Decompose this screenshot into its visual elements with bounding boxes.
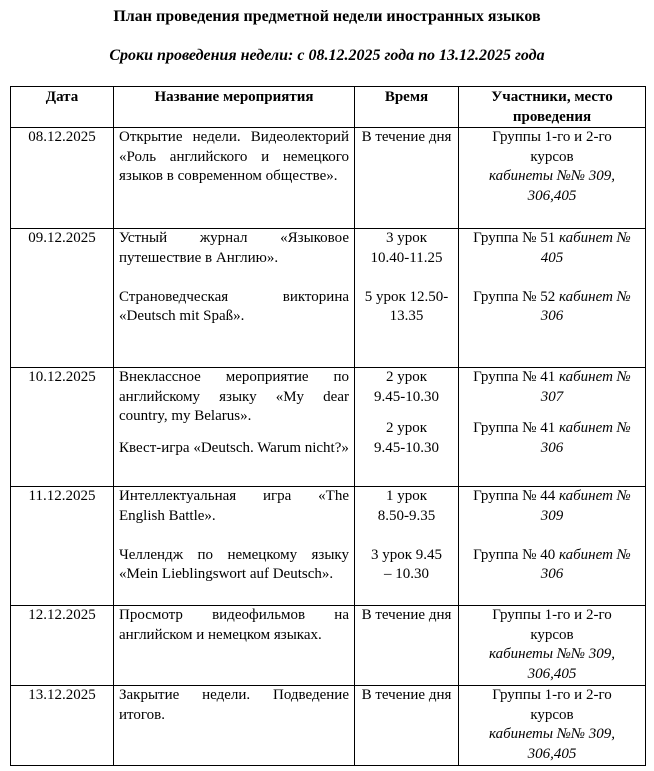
participant-entry (464, 368, 640, 407)
cell-time (355, 606, 459, 686)
table-row (11, 128, 646, 229)
participant-room: кабинет № 309 (540, 488, 631, 524)
participant-group: Группа № 44 (473, 488, 556, 504)
event-text: Внеклассное мероприятие по английскому языку «My dear country, my Belarus». (119, 369, 349, 424)
spacer (360, 268, 453, 288)
time-text: 3 урок 9.45 – 10.30 (370, 546, 443, 582)
cell-participants (459, 128, 646, 229)
participant-group: Группа № 41 (473, 420, 556, 436)
event-text: Квест-игра «Deutsch. Warum nicht?» (119, 439, 349, 456)
header-time: Время (355, 87, 459, 128)
event-text: Интеллектуальная игра «The English Battle». (119, 488, 349, 524)
cell-participants (459, 229, 646, 368)
spacer (119, 526, 349, 546)
header-participants: Участники, место проведения (459, 87, 646, 128)
cell-date: 10.12.2025 (11, 368, 114, 487)
cell-time (355, 686, 459, 766)
cell-date: 13.12.2025 (11, 686, 114, 766)
participant-group: Группа № 52 (473, 288, 556, 305)
participant-room: кабинет № 307 (540, 369, 631, 405)
cell-date: 09.12.2025 (11, 229, 114, 368)
cell-date: 12.12.2025 (11, 606, 114, 686)
event-text: Устный журнал «Языковое путешествие в Англию». (119, 230, 349, 266)
spacer (119, 268, 349, 288)
event-text: Челлендж по немецкому языку «Mein Lieblingswort auf Deutsch». (119, 546, 349, 582)
header-event-name: Название мероприятия (114, 87, 355, 128)
cell-time (355, 128, 459, 229)
spacer (119, 427, 349, 439)
table-row (11, 606, 646, 686)
participant-entry (464, 546, 640, 585)
participant-room: кабинеты №№ 309, 306,405 (488, 646, 616, 682)
event-text: Открытие недели. Видеолекторий «Роль английского и немецкого языков в современном обществе». (119, 129, 349, 184)
cell-time (355, 487, 459, 606)
cell-time (355, 368, 459, 487)
participant-entry (464, 229, 640, 268)
participant-entry (464, 288, 640, 327)
table-row (11, 686, 646, 766)
participant-room: кабинет № 306 (540, 546, 631, 582)
cell-event (114, 229, 355, 368)
participant-group: Группа № 41 (473, 369, 556, 385)
document-title: План проведения предметной недели иностранных языков (113, 8, 541, 25)
header-date: Дата (11, 87, 114, 128)
participant-room: кабинеты №№ 309, 306,405 (488, 726, 616, 762)
time-text: 5 урок 12.50- 13.35 (364, 288, 449, 324)
cell-participants (459, 368, 646, 487)
event-text: Просмотр видеофильмов на английском и немецком языках. (119, 607, 349, 643)
participant-entry (464, 419, 640, 458)
time-text: 3 урок 10.40-11.25 (370, 230, 443, 266)
cell-time (355, 229, 459, 368)
cell-event (114, 128, 355, 229)
participant-entry (464, 487, 640, 526)
time-text: В течение дня (361, 607, 452, 623)
time-text: В течение дня (361, 129, 452, 145)
participant-group: Группы 1-го и 2-го курсов (492, 129, 612, 165)
spacer (464, 407, 640, 419)
participant-group: Группы 1-го и 2-го курсов (492, 687, 612, 723)
table-header-row (11, 87, 646, 128)
time-text: В течение дня (361, 687, 452, 703)
table-row (11, 229, 646, 368)
cell-participants (459, 606, 646, 686)
spacer (464, 268, 640, 288)
participant-room: кабинет № 405 (540, 230, 631, 266)
participant-room: кабинет № 306 (540, 288, 631, 324)
event-text: Закрытие недели. Подведение итогов. (119, 687, 349, 723)
cell-participants (459, 686, 646, 766)
cell-date: 11.12.2025 (11, 487, 114, 606)
schedule-table (10, 86, 646, 766)
participant-group: Группа № 51 (473, 230, 556, 246)
spacer (360, 407, 453, 419)
spacer (464, 526, 640, 546)
cell-participants (459, 487, 646, 606)
participant-group: Группы 1-го и 2-го курсов (492, 607, 612, 643)
cell-event (114, 487, 355, 606)
time-text: 1 урок 8.50-9.35 (377, 488, 436, 524)
participant-room: кабинеты №№ 309, 306,405 (488, 168, 616, 204)
event-text: Страноведческая викторина «Deutsch mit Spaß». (119, 288, 349, 324)
spacer (360, 526, 453, 546)
table-row (11, 487, 646, 606)
time-text: 2 урок 9.45-10.30 (374, 420, 439, 456)
cell-event (114, 606, 355, 686)
participant-room: кабинет № 306 (540, 420, 631, 456)
cell-date: 08.12.2025 (11, 128, 114, 229)
participant-group: Группа № 40 (473, 546, 556, 563)
time-text: 2 урок 9.45-10.30 (374, 369, 439, 405)
cell-event (114, 686, 355, 766)
cell-event (114, 368, 355, 487)
document-subtitle: Сроки проведения недели: с 08.12.2025 года по 13.12.2025 года (109, 47, 545, 64)
table-row (11, 368, 646, 487)
